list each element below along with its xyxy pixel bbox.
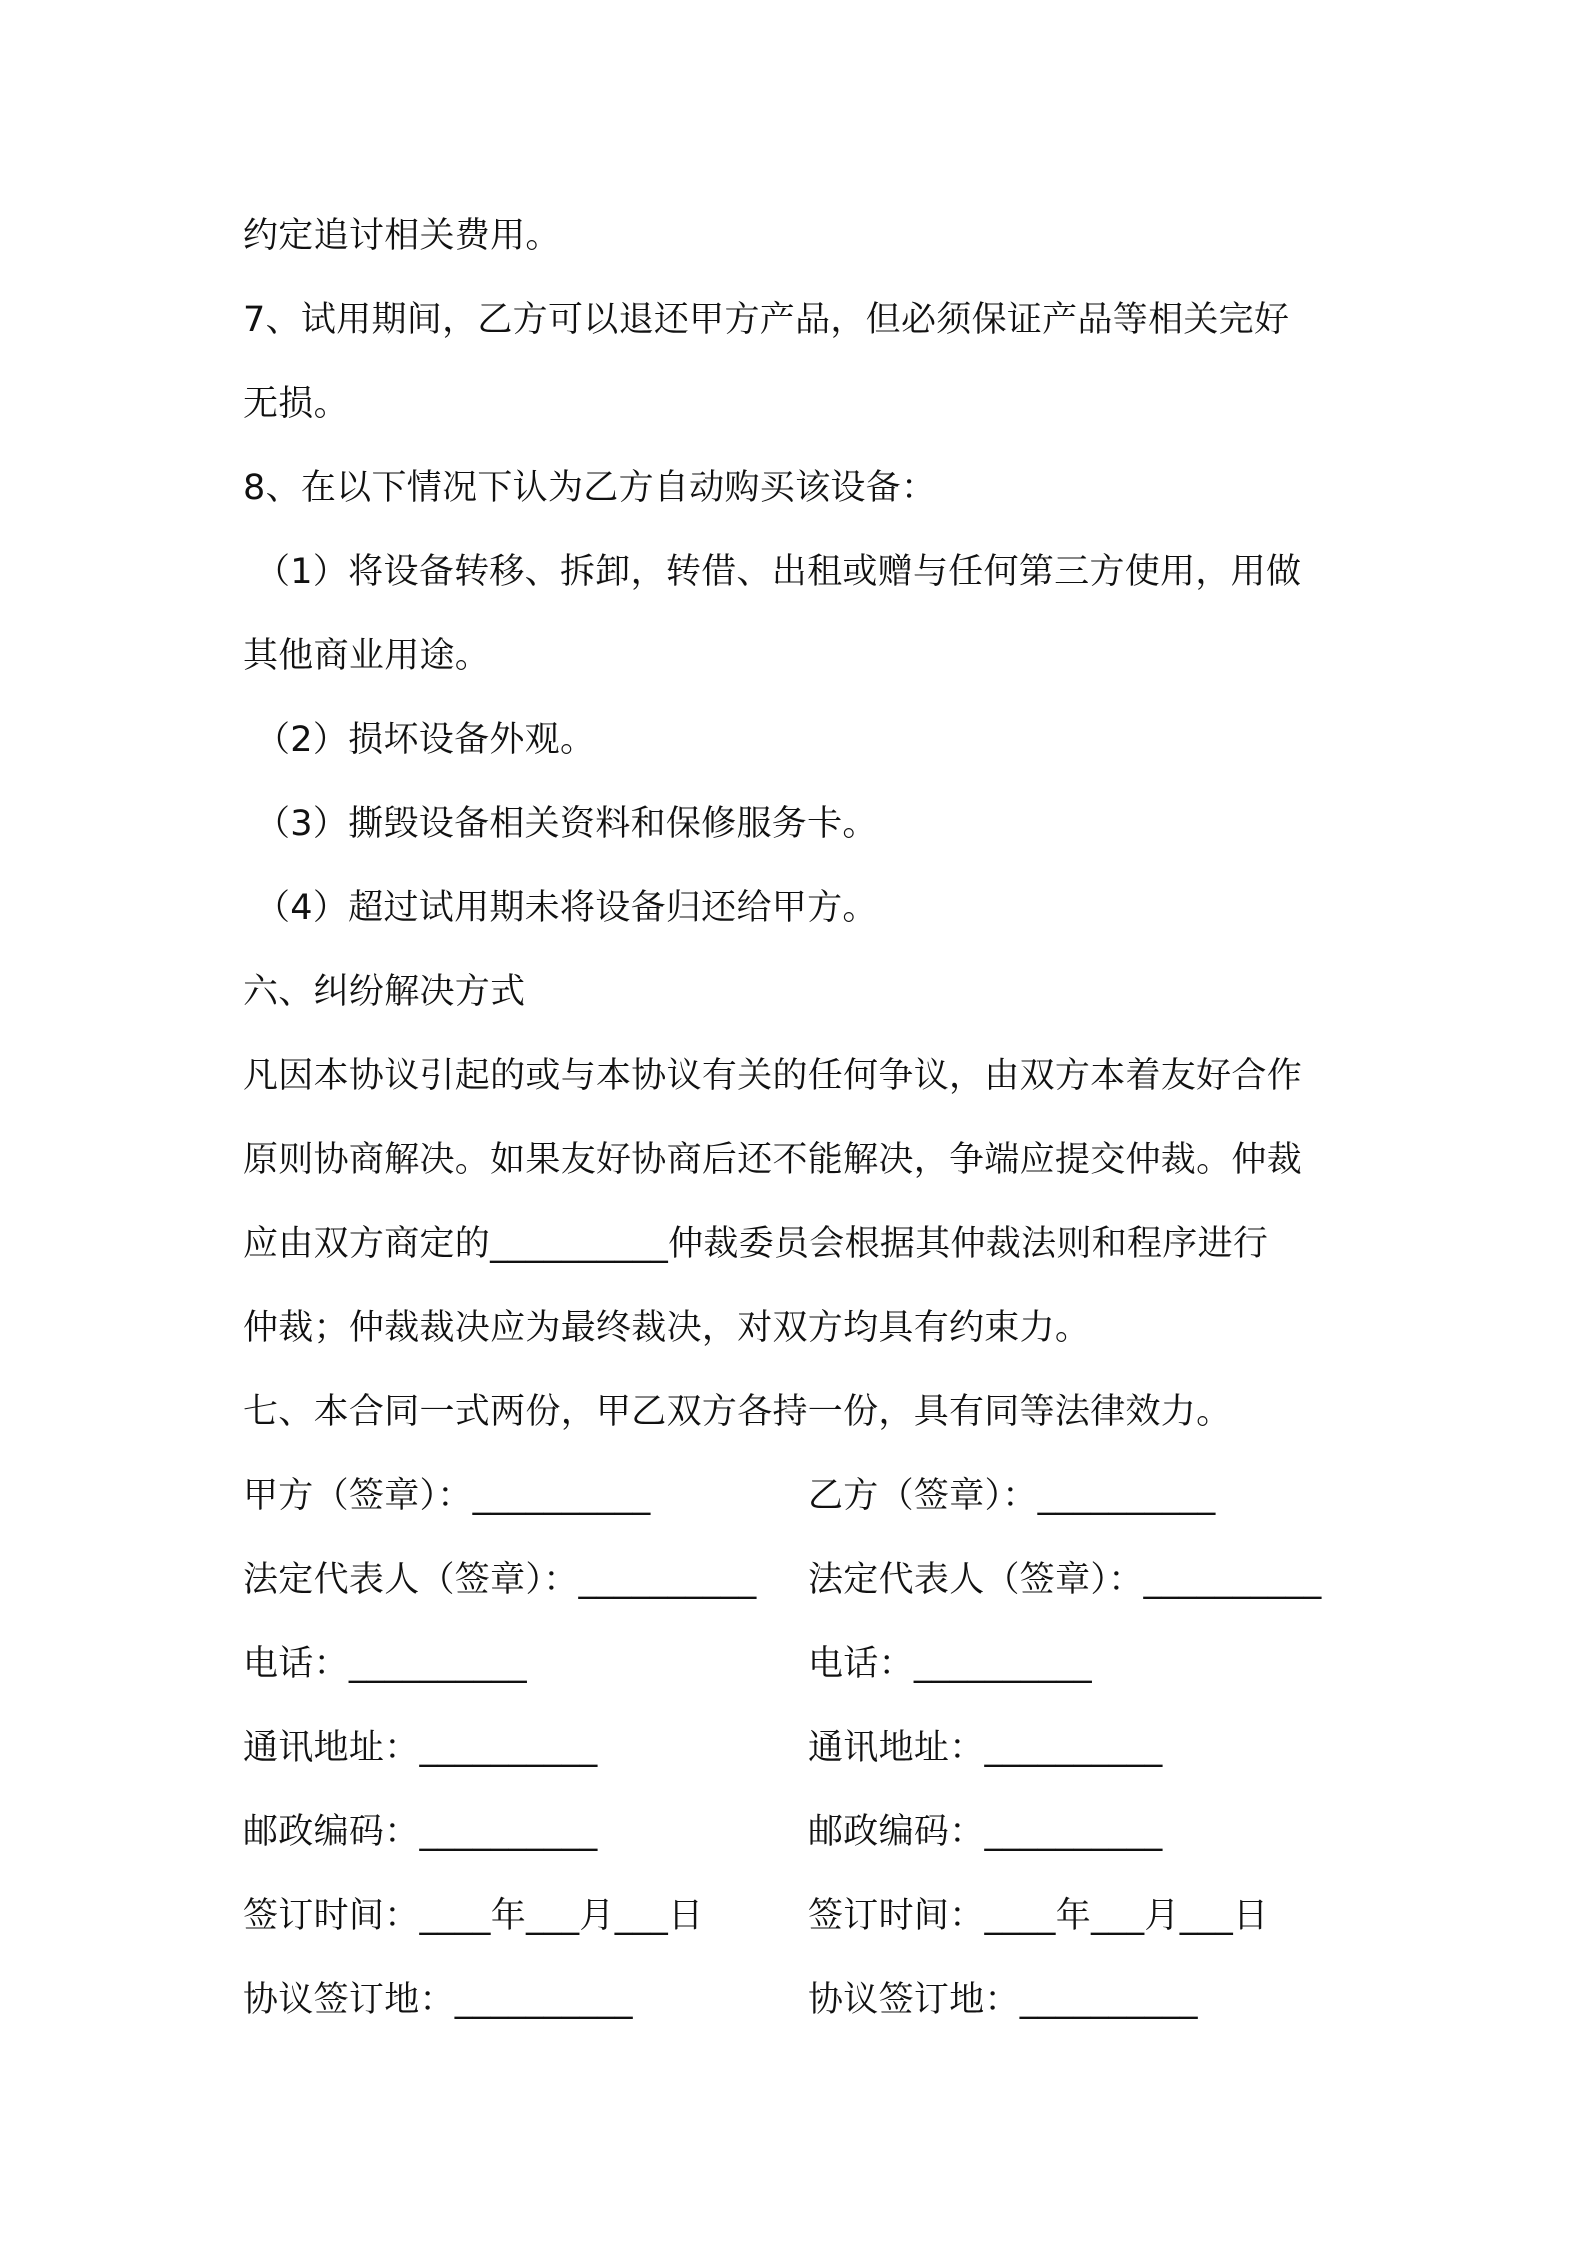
party-b-seal-field: 乙方（签章）：__________ [808, 1476, 1216, 1516]
party-a-address-field: 通讯地址：__________ [243, 1728, 598, 1768]
paragraph-6: 其他商业用途。 [243, 636, 491, 676]
party-b-sign-date-field: 签订时间：____年___月___日 [808, 1896, 1269, 1936]
paragraph-14: 仲裁；仲裁裁决应为最终裁决，对双方均具有约束力。 [243, 1308, 1091, 1348]
party-b-legal-rep-field: 法定代表人（签章）：__________ [808, 1560, 1322, 1600]
paragraph-12: 原则协商解决。如果友好协商后还不能解决，争端应提交仲裁。仲裁 [243, 1140, 1303, 1180]
section-heading-seven: 七、本合同一式两份，甲乙双方各持一份，具有同等法律效力。 [243, 1392, 1232, 1432]
paragraph-9: （4）超过试用期未将设备归还给甲方。 [255, 888, 878, 928]
party-a-seal-field: 甲方（签章）：__________ [243, 1476, 651, 1516]
party-a-phone-field: 电话：__________ [243, 1644, 527, 1684]
section-heading-six: 六、纠纷解决方式 [243, 972, 526, 1012]
paragraph-13: 应由双方商定的__________仲裁委员会根据其仲裁法则和程序进行 [243, 1224, 1269, 1264]
paragraph-8: （3）撕毁设备相关资料和保修服务卡。 [255, 804, 878, 844]
paragraph-11: 凡因本协议引起的或与本协议有关的任何争议，由双方本着友好合作 [243, 1056, 1303, 1096]
paragraph-1: 约定追讨相关费用。 [243, 216, 561, 256]
document-content [243, 194, 1358, 2042]
party-a-legal-rep-field: 法定代表人（签章）：__________ [243, 1560, 757, 1600]
party-a-sign-date-field: 签订时间：____年___月___日 [243, 1896, 704, 1936]
paragraph-5: （1）将设备转移、拆卸，转借、出租或赠与任何第三方使用，用做 [255, 552, 1302, 592]
paragraph-3: 无损。 [243, 384, 349, 424]
paragraph-4: 8、在以下情况下认为乙方自动购买该设备： [243, 468, 937, 508]
party-b-sign-place-field: 协议签订地：__________ [808, 1980, 1198, 2020]
signature-block [243, 1454, 1358, 2042]
party-b-phone-field: 电话：__________ [808, 1644, 1092, 1684]
party-b-postcode-field: 邮政编码：__________ [808, 1812, 1163, 1852]
paragraph-2: 7、试用期间，乙方可以退还甲方产品，但必须保证产品等相关完好 [243, 300, 1290, 340]
party-a-postcode-field: 邮政编码：__________ [243, 1812, 598, 1852]
party-a-sign-place-field: 协议签订地：__________ [243, 1980, 633, 2020]
paragraph-7: （2）损坏设备外观。 [255, 720, 596, 760]
party-b-address-field: 通讯地址：__________ [808, 1728, 1163, 1768]
